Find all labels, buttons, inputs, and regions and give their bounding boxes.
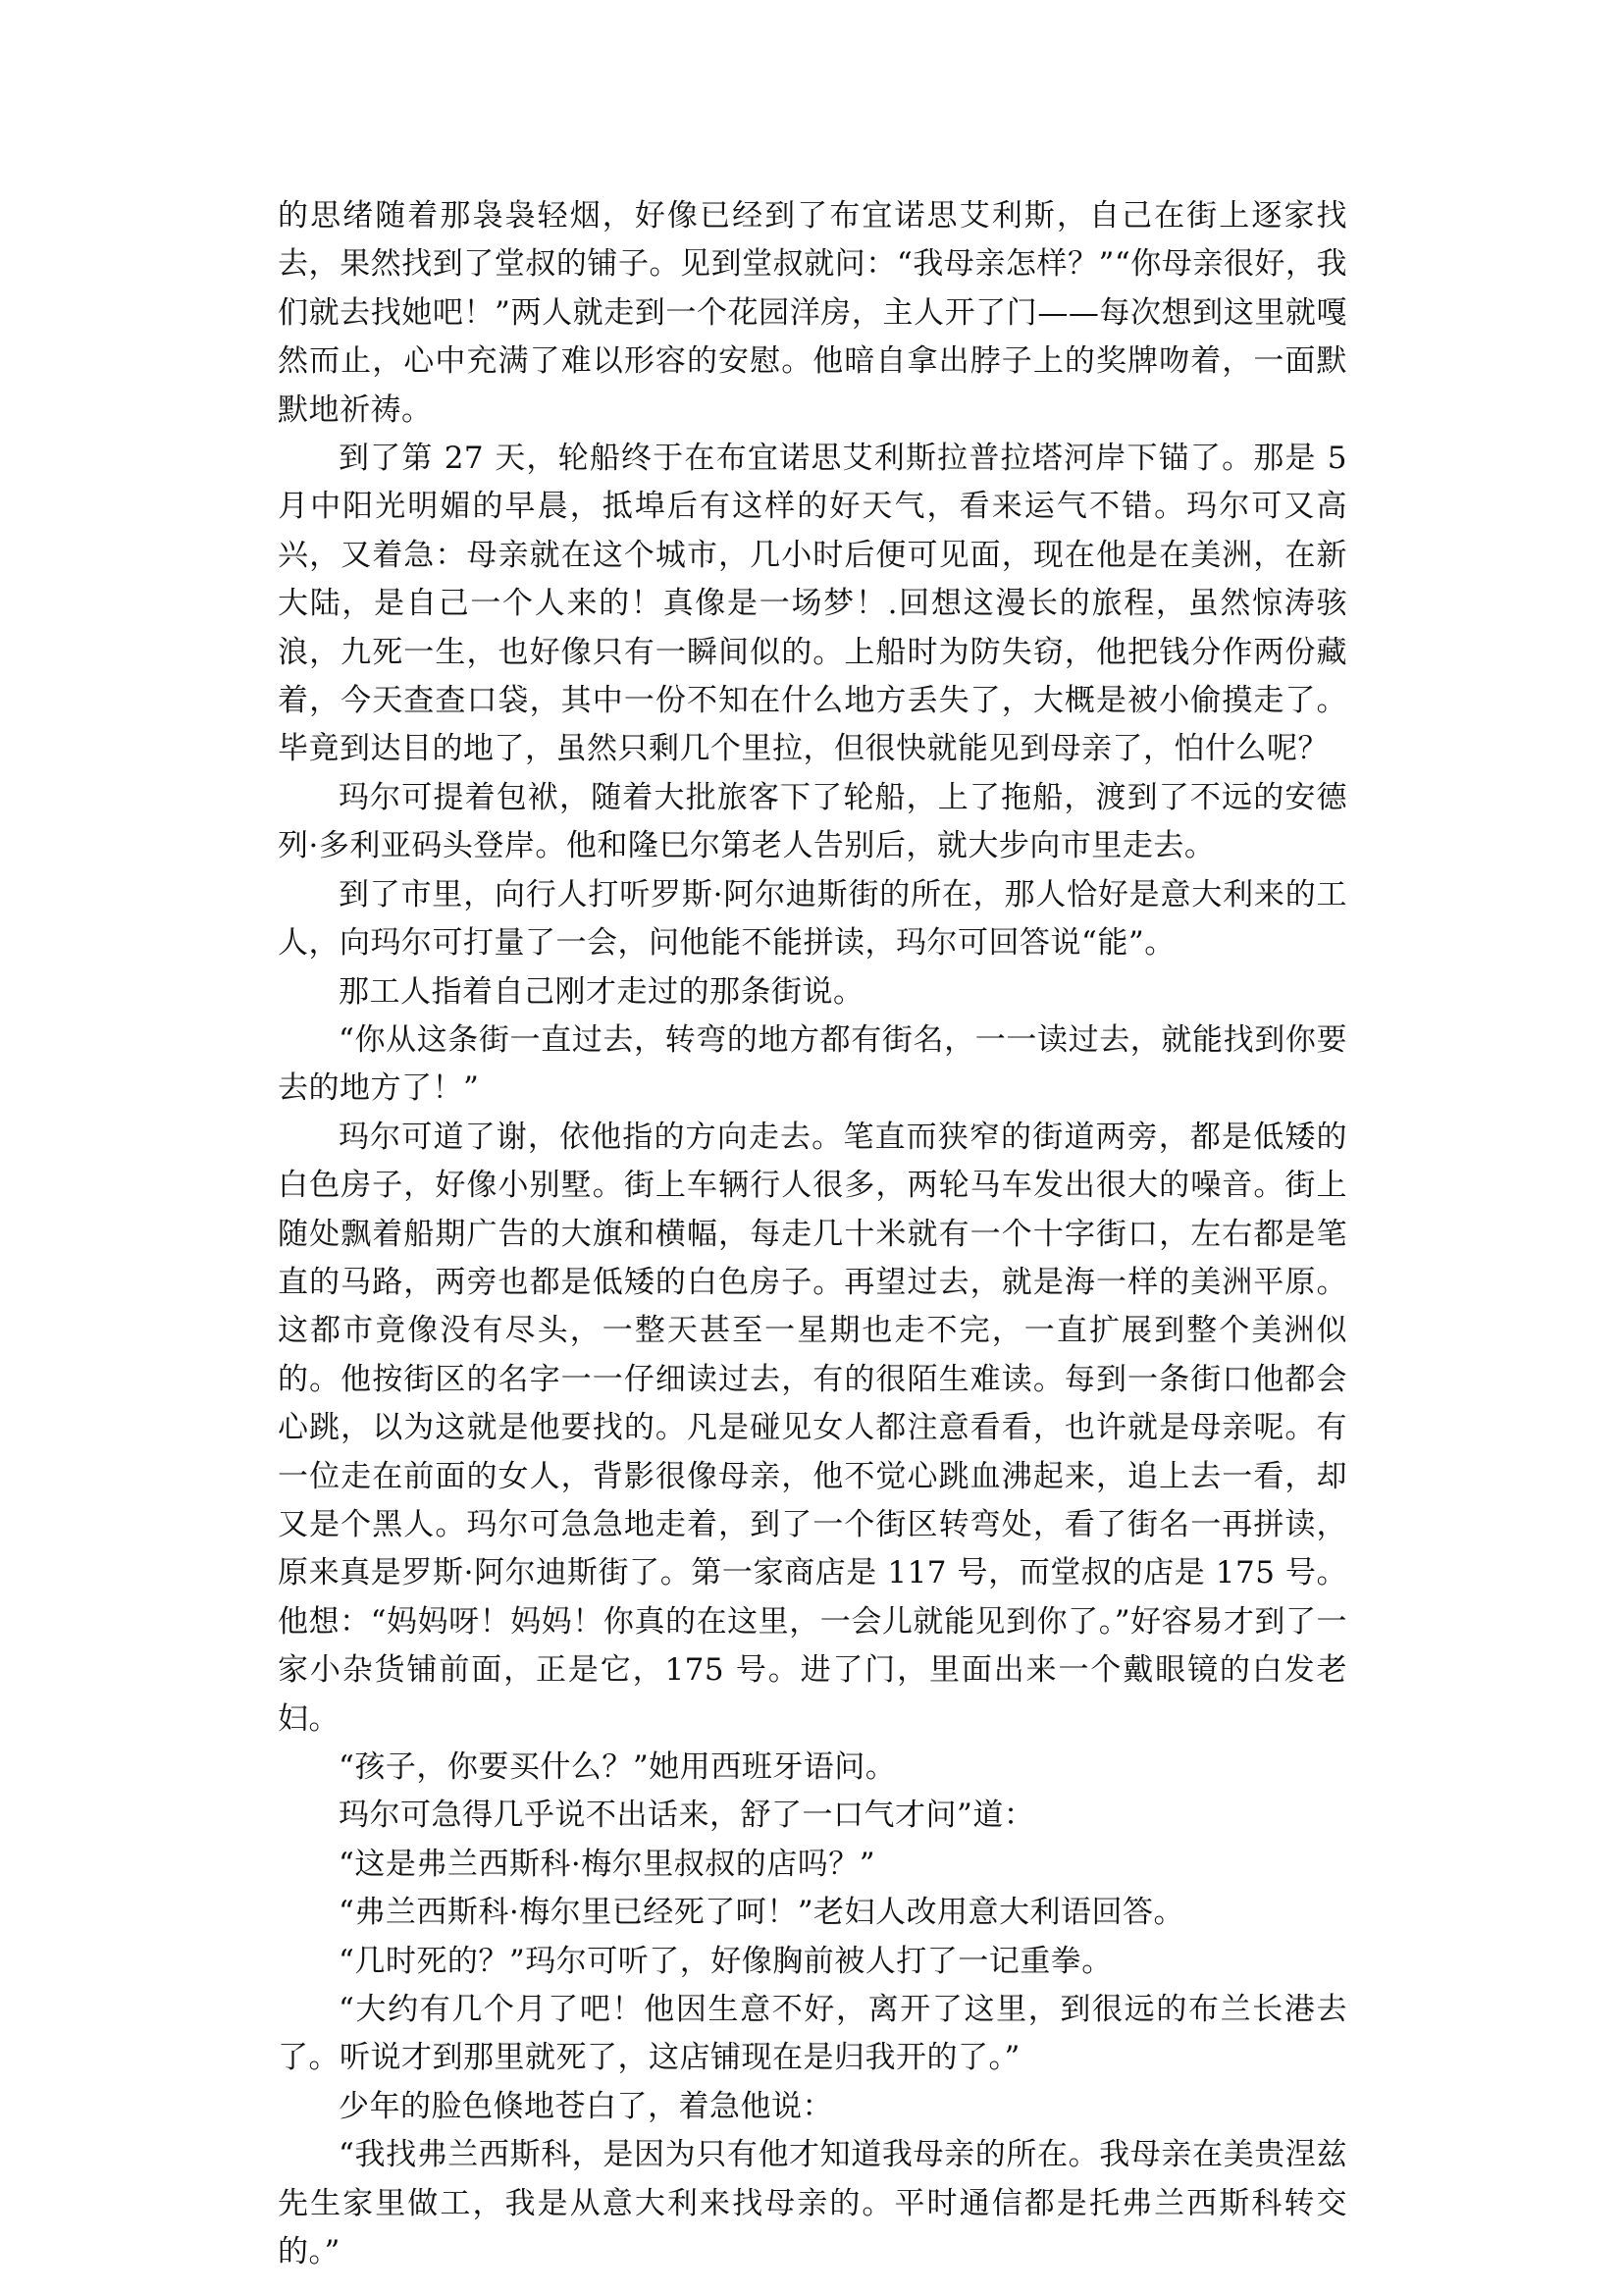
paragraph-15: “我找弗兰西斯科，是因为只有他才知道我母亲的所在。我母亲在美贵涅兹先生家里做工，我是从意大利来找母亲的。平时通信都是托弗兰西斯科转交的。” — [278, 2137, 1347, 2270]
paragraph-13: “大约有几个月了吧！他因生意不好，离开了这里，到很远的布兰长港去了。听说才到那里就死了，这店铺现在是归我开的了。” — [278, 1992, 1347, 2076]
paragraph-12: “几时死的？”玛尔可听了，好像胸前被人打了一记重拳。 — [339, 1943, 1113, 1979]
paragraph-8: “孩子，你要买什么？”她用西班牙语问。 — [339, 1749, 897, 1785]
paragraph-1: 的思绪随着那袅袅轻烟，好像已经到了布宜诺思艾利斯，自己在街上逐家找去，果然找到了堂叔的铺子。见到堂叔就问：“我母亲怎样？”“你母亲很好，我们就去找她吧！”两人就走到一个花园洋房，主人开了门——每次想到这里就嘎然而止，心中充满了难以形容的安慰。他暗自拿出脖子上的奖牌吻着，一面默默地祈祷。 — [278, 198, 1347, 428]
paragraph-10: “这是弗兰西斯科·梅尔里叔叔的店吗？” — [339, 1846, 876, 1882]
paragraph-9: 玛尔可急得几乎说不出话来，舒了一口气才问”道： — [339, 1798, 1035, 1834]
paragraph-3: 玛尔可提着包袱，随着大批旅客下了轮船，上了拖船，渡到了不远的安德列·多利亚码头登岸。他和隆巳尔第老人告别后，就大步向市里走去。 — [278, 779, 1347, 864]
paragraph-4: 到了市里，向行人打听罗斯·阿尔迪斯街的所在，那人恰好是意大利来的工人，向玛尔可打量了一会，问他能不能拼读，玛尔可回答说“能”。 — [278, 876, 1347, 962]
document-page — [278, 192, 1347, 2276]
paragraph-5: 那工人指着自己刚才走过的那条街说。 — [339, 973, 864, 1010]
paragraph-6: “你从这条街一直过去，转弯的地方都有街名，一一读过去，就能找到你要去的地方了！” — [278, 1021, 1347, 1107]
paragraph-14: 少年的脸色倏地苍白了，着急他说： — [339, 2088, 833, 2124]
paragraph-11: “弗兰西斯科·梅尔里已经死了呵！”老妇人改用意大利语回答。 — [339, 1895, 1185, 1931]
paragraph-7: 玛尔可道了谢，依他指的方向走去。笔直而狭窄的街道两旁，都是低矮的白色房子，好像小别墅。街上车辆行人很多，两轮马车发出很大的噪音。街上随处飘着船期广告的大旗和横幅，每走几十米就有一个十字街口，左右都是笔直的马路，两旁也都是低矮的白色房子。再望过去，就是海一样的美洲平原。这都市竟像没有尽头，一整天甚至一星期也走不完，一直扩展到整个美洲似的。他按街区的名字一一仔细读过去，有的很陌生难读。每到一条街口他都会心跳，以为这就是他要找的。凡是碰见女人都注意看看，也许就是母亲呢。有一位走在前面的女人，背影很像母亲，他不觉心跳血沸起来，追上去一看，却又是个黑人。玛尔可急急地走着，到了一个街区转弯处，看了街名一再拼读，原来真是罗斯·阿尔迪斯街了。第一家商店是 117 号，而堂叔的店是 175 号。他想：“妈妈呀！妈妈！你真的在这里，一会儿就能见到你了。”好容易才到了一家小杂货铺前面，正是它，175 号。进了门，里面出来一个戴眼镜的白发老妇。 — [278, 1119, 1347, 1737]
paragraph-2: 到了第 27 天，轮船终于在布宜诺思艾利斯拉普拉塔河岸下锚了。那是 5月中阳光明媚的早晨，抵埠后有这样的好天气，看来运气不错。玛尔可又高兴，又着急：母亲就在这个城市，几小时后便可见面，现在他是在美洲，在新大陆，是自己一个人来的！真像是一场梦！.回想这漫长的旅程，虽然惊涛骇浪，九死一生，也好像只有一瞬间似的。上船时为防失窃，他把钱分作两份藏着，今天查查口袋，其中一份不知在什么地方丢失了，大概是被小偷摸走了。毕竟到达目的地了，虽然只剩几个里拉，但很快就能见到母亲了，怕什么呢？ — [278, 441, 1347, 767]
